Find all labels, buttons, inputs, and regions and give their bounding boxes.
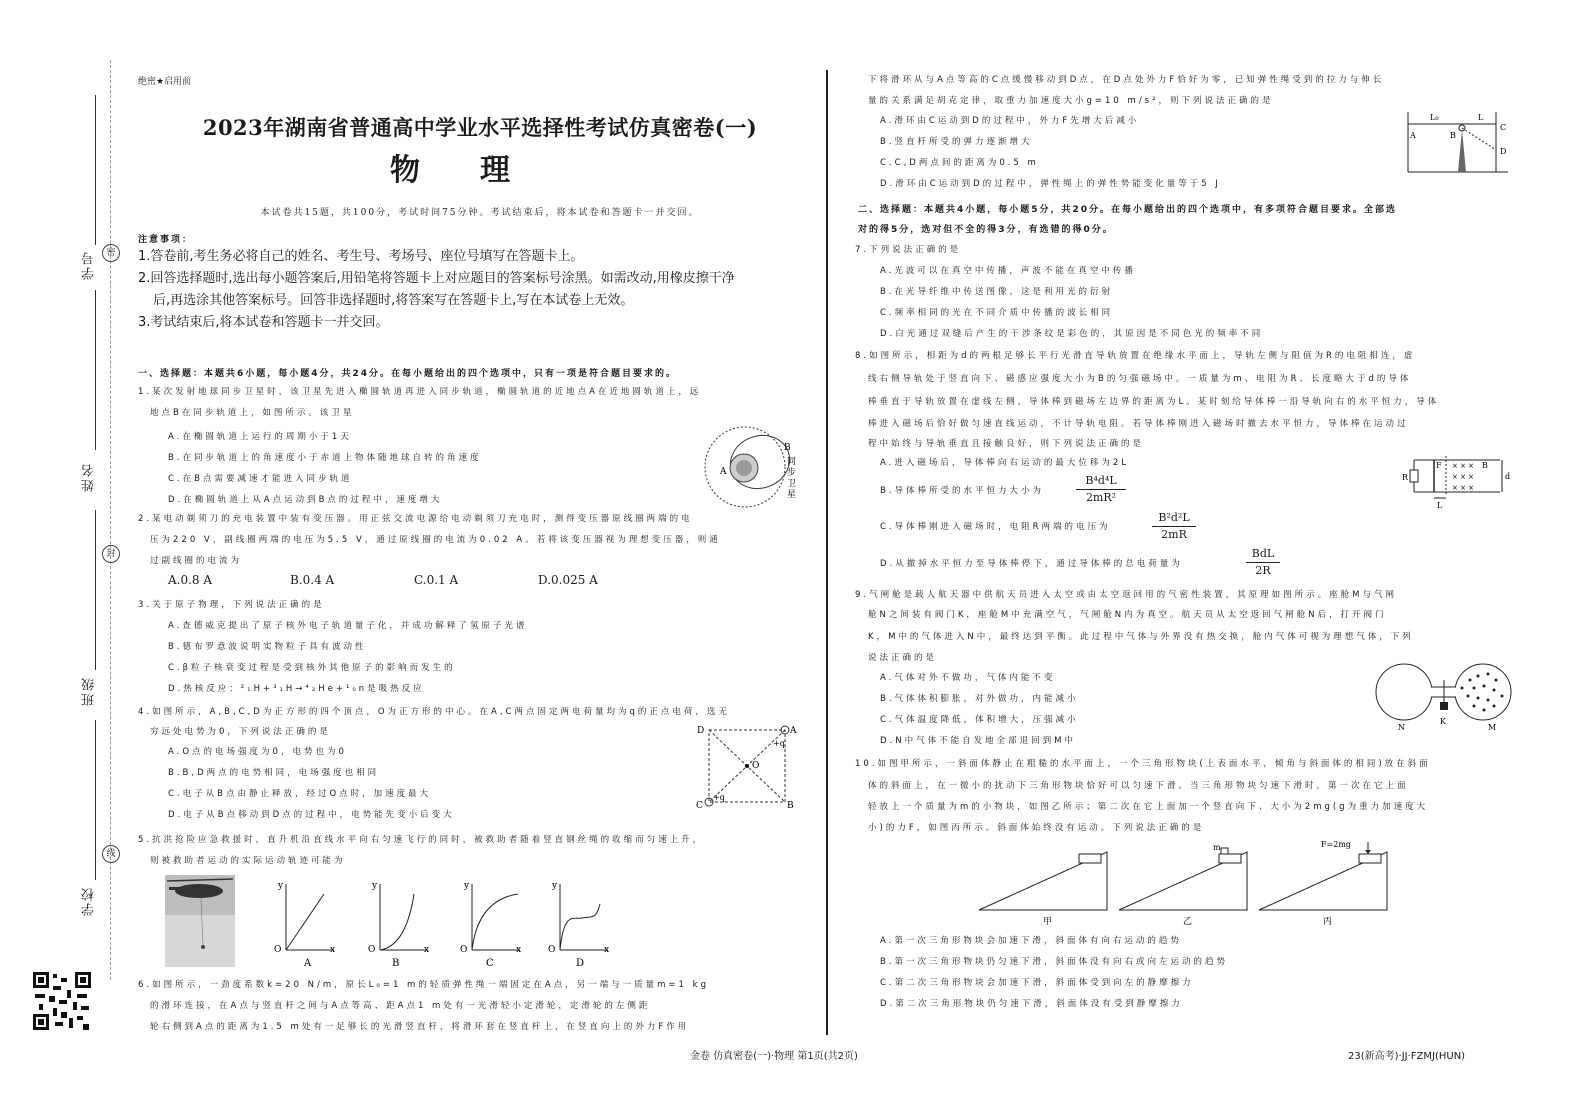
binding-circle: 线 [102,845,120,863]
formula-d-num: BdL [1251,547,1275,560]
motion-graph-options [272,880,612,968]
fraction-bar [1076,489,1126,490]
footer-page-info: 金卷 仿真密卷(一)·物理 第1页(共2页) [690,1051,858,1062]
label-xing: 星 [787,490,797,500]
question-text: 1.某次发射地球同步卫星时，该卫星先进入椭圆轨道再进入同步轨道，椭圆轨道的近地点A在近地圆轨道上，远 [138,387,702,397]
svg-text:y: y [372,881,378,891]
rail-magnetic-figure [1400,452,1515,510]
option-c: C.导体棒刚进入磁场时，电阻R两端的电压为 [880,522,1111,532]
label-b: B [784,443,791,453]
option-b: B.德布罗意波说明实物粒子具有波动性 [168,642,367,652]
label-m: M [1488,723,1497,732]
svg-text:x: x [516,945,522,955]
label-d: d [1505,472,1511,481]
option-d: D.白光通过双缝后产生的干涉条纹是彩色的，其原因是不同色光的频率不同 [880,329,1264,339]
label-d: D [697,726,705,736]
question-text: 则被救助者运动的实际运动轨迹可能为 [150,856,346,866]
label-plus-q: +q [773,739,785,748]
svg-text:× × ×: × × × [1452,484,1475,492]
label-tong: 同 [787,457,797,467]
question-text: 舱N之间装有阀门K，座舱M中充满空气，气闸舱N内为真空。航天员从太空返回气闸舱N后，打开阀门 [868,610,1387,620]
graph-label-b: B [392,958,400,968]
option-d: D.N中气体不能自发地全部退回到M中 [880,736,1076,746]
label-l: L [1478,113,1484,122]
subject-title: 物理 [390,153,570,188]
notice-item: 1.答卷前,考生务必将自己的姓名、考生号、考场号、座位号填写在答题卡上。 [138,249,584,264]
incline-figures [975,836,1395,928]
question-text: 9.气闸舱是载人航天器中供航天员进入太空或由太空返回用的气密性装置，其原理如图所示。座舱M与气闸 [855,590,1397,600]
question-text: 8.如图所示，相距为d的两根足够长平行光滑直导轨放置在绝缘水平面上，导轨左侧与阻值为R的电阻相连，虚 [855,351,1416,361]
binding-circle: 密 [102,244,120,262]
binding-line [95,95,96,245]
formula-b-den: 2mR² [1085,491,1117,504]
notice-title: 注意事项： [138,235,194,245]
option-c: C.电子从B点由静止释放，经过O点时，加速度最大 [168,789,432,799]
question-text: 穷远处电势为0，下列说法正确的是 [150,727,331,737]
binding-dashed-line [110,60,111,980]
question-text: K，M中的气体进入N中，最终达到平衡。此过程中气体与外界没有热交换，舱内气体可视为理想气体，下列 [868,632,1414,642]
svg-text:× × ×: × × × [1452,473,1475,481]
airlock-figure [1370,660,1515,735]
option-a: A.滑环由C运动到D的过程中，外力F先增大后减小 [880,116,1140,126]
label-f: F [1436,461,1442,470]
option-c: C.0.1 A [414,573,459,587]
secret-label: 绝密★启用前 [138,77,192,87]
svg-text:甲: 甲 [1043,917,1053,927]
formula-c-num: B²d²L [1158,511,1190,524]
option-a: A.进入磁场后，导体棒向右运动的最大位移为2L [880,458,1130,468]
option-c: C.气体温度降低，体积增大，压强减小 [880,715,1079,725]
binding-line [95,510,96,670]
question-text: 2.某电动剃须刀的充电装置中装有变压器。用正弦交流电源给电动剃须刀充电时，测得变压器原线圈两端的电 [138,514,693,524]
notice-item: 3.考试结束后,将本试卷和答题卡一并交回。 [138,315,389,330]
question-text: 说法正确的是 [868,653,938,663]
label-wei: 卫 [787,479,797,489]
question-text: 小)的力F，如图丙所示。斜面体始终没有运动。下列说法正确的是 [868,823,1205,833]
label-r: R [1402,473,1409,482]
option-c: C.第二次三角形物块会加速下滑，斜面体受到向左的静摩擦力 [880,978,1194,988]
graph-c [460,881,521,968]
graph-label-c: C [486,958,494,968]
option-d: D.电子从B点移动到D点的过程中，电势能先变小后变大 [168,810,455,820]
formula-d-den: 2R [1255,564,1271,577]
fraction-bar [1246,562,1280,563]
svg-text:x: x [424,945,430,955]
footer-code: 23(新高考)·JJ·FZMJ(HUN) [1348,1051,1466,1062]
graph-d [548,881,609,968]
graph-label-d: D [576,958,585,968]
question-text: 的滑环连接，在A点与竖直杆之间与A点等高、距A点1 m处有一光滑轻小定滑轮，定滑轮的左侧距 [150,1001,651,1011]
fraction-bar [1152,526,1196,527]
incline-jia [979,852,1107,927]
svg-text:O: O [368,945,376,955]
label-c: C [696,801,703,811]
elastic-rope-figure [1400,108,1515,180]
exam-info: 本试卷共15题，共100分，考试时间75分钟。考试结束后，将本试卷和答题卡一并交回。 [260,208,700,218]
option-b: B.B,D两点的电势相同，电场强度也相同 [168,768,380,778]
binding-label-class: 班级 [82,676,97,706]
notice-item: 2.回答选择题时,选出每小题答案后,用铅笔将答题卡上对应题目的答案标号涂黑。如需改动,用橡皮擦干净 [138,271,735,286]
option-b: B.0.4 A [290,573,335,587]
question-text: 4.如图所示，A,B,C,D为正方形的四个顶点，O为正方形的中心。在A,C两点固定两电荷量均为q的正点电荷，选无 [138,707,730,717]
formula-b-num: B⁴d⁴L [1085,474,1117,487]
graph-label-a: A [304,958,312,968]
qr-code-icon [33,972,91,1030]
label-b: B [787,801,794,811]
binding-line [95,290,96,450]
question-text: 7.下列说法正确的是 [855,245,962,255]
label-bu: 步 [787,468,797,478]
label-a: A [790,726,797,736]
question-text: 3.关于原子物理，下列说法正确的是 [138,600,325,610]
label-l: L [1437,501,1443,510]
incline-bing [1259,840,1387,927]
svg-text:O: O [548,945,556,955]
label-b: B [1450,131,1456,140]
question-text: 体的斜面上，在一微小的扰动下三角形物块恰好可以匀速下滑。当三角形物块匀速下滑时，第一次在它上面 [868,781,1409,791]
question-text: 5.抗洪抢险应急救援时，直升机沿直线水平向右匀速飞行的同时，被救助者随着竖直钢丝绳的收缩而匀速上升， [138,835,705,845]
option-c: C.C,D两点间的距离为0.5 m [880,158,1039,168]
binding-label-name: 姓名 [82,462,97,492]
question-text: 棒进入磁场后恰好做匀速直线运动，不计导轨电阻。若导体棒刚进入磁场时撤去水平恒力，导体棒在运动过 [868,419,1409,429]
question-text: 程中始终与导轨垂直且接触良好，则下列说法正确的是 [868,439,1145,449]
svg-text:O: O [274,945,282,955]
option-d: D.热核反应：²₁H+³₁H→⁴₂He+¹₀n是吸热反应 [168,684,425,694]
orbit-figure [700,422,810,512]
helicopter-photo [165,875,235,967]
svg-text:y: y [464,881,470,891]
svg-text:y: y [552,881,558,891]
label-a: A [1410,131,1416,140]
question-text: 线右侧导轨处于竖直向下、磁感应强度大小为B的匀强磁场中。一质量为m、电阻为R、长度略大于d的导体 [868,374,1412,384]
label-n: N [1398,723,1405,732]
notice-item: 后,再选涂其他答案标号。回答非选择题时,将答案写在答题卡上,写在本试卷上无效。 [153,293,634,308]
label-m: m [1213,843,1221,852]
binding-line [95,720,96,880]
option-b: B.在同步轨道上的角速度小于赤道上物体随地球自转的角速度 [168,453,482,463]
binding-circle: 封 [102,545,120,563]
svg-text:O: O [460,945,468,955]
svg-text:× × ×: × × × [1452,462,1475,470]
square-charge-figure [695,720,800,815]
option-b: B.导体棒所受的水平恒力大小为 [880,486,1045,496]
formula-c-den: 2mR [1161,528,1187,541]
label-b: B [1482,461,1488,470]
option-c: C.β粒子核衰变过程是受到核外其他原子的影响而发生的 [168,663,456,673]
section-heading: 二、选择题：本题共4小题，每小题5分，共20分。在每小题给出的四个选项中，有多项符合题目要求。全部选 [858,205,1398,215]
incline-yi [1119,843,1247,927]
option-c: C.在B点需要减速才能进入同步轨道 [168,474,353,484]
label-l0: L₀ [1430,113,1439,122]
question-text: 轻放上一个质量为m的小物块，如图乙所示；第二次在它上面加一个竖直向下、大小为2mg(g为重力加速度大 [868,802,1429,812]
option-a: A.第一次三角形物块会加速下滑，斜面体有向右运动的趋势 [880,936,1182,946]
label-a: A [720,467,727,477]
question-text: 6.如图所示，一劲度系数k=20 N/m，原长L₀=1 m的轻质弹性绳一端固定在A点，另一端与一质量m=1 kg [138,980,709,990]
question-text: 压为220 V，副线圈两端的电压为5.5 V，通过原线圈的电流为0.02 A。若将该变压器视为理想变压器，则通 [150,535,721,545]
label-d: D [1500,147,1507,156]
graph-a [274,881,335,968]
option-d: D.滑环由C运动到D的过程中，弹性绳上的弹性势能变化量等于5 J [880,179,1221,189]
label-plus-q: +q [713,793,725,802]
svg-text:乙: 乙 [1183,917,1193,927]
svg-text:x: x [604,945,610,955]
binding-label-school: 学校 [82,886,97,916]
option-b: B.气体体积膨胀，对外做功，内能减小 [880,694,1079,704]
option-b: B.第一次三角形物块仍匀速下滑，斜面体没有向右或向左运动的趋势 [880,957,1229,967]
option-b: B.在光导纤维中传送图像，这是利用光的衍射 [880,287,1114,297]
question-text: 量的关系满足胡克定律，取重力加速度大小g=10 m/s²，则下列说法正确的是 [868,96,1274,106]
page-title: 2023年湖南省普通高中学业水平选择性考试仿真密卷(一) [202,115,758,140]
option-d: D.0.025 A [538,573,598,587]
binding-label-student-id: 学号 [82,250,97,280]
option-c: C.频率相同的光在不同介质中传播的波长相同 [880,308,1114,318]
question-text: 下将滑环从与A点等高的C点缓慢移动到D点，在D点处外力F恰好为零，已知弹性绳受到的拉力与伸长 [868,75,1385,85]
question-text: 棒垂直于导轨放置在虚线左侧，导体棒到磁场左边界的距离为L。某时刻给导体棒一沿导轨向右的水平恒力，导体 [868,397,1440,407]
svg-text:丙: 丙 [1323,917,1333,927]
column-divider [826,70,828,1035]
option-d: D.在椭圆轨道上从A点运动到B点的过程中，速度增大 [168,495,443,505]
option-d: D.第二次三角形物块仍匀速下滑，斜面体没有受到静摩擦力 [880,999,1183,1009]
graph-b [368,881,429,968]
option-a: A.在椭圆轨道上运行的周期小于1天 [168,432,352,442]
option-a: A.O点的电场强度为0，电势也为0 [168,747,347,757]
question-text: 过副线圈的电流为 [150,556,243,566]
label-k: K [1440,717,1446,726]
label-o: O [752,761,760,771]
option-a: A.光波可以在真空中传播，声波不能在真空中传播 [880,266,1136,276]
option-a: A.查德威克提出了原子核外电子轨道量子化，并成功解释了氢原子光谱 [168,621,528,631]
label-force: F=2mg [1321,840,1352,849]
question-text: 地点B在同步轨道上，如图所示。该卫星 [150,408,355,418]
option-a: A.0.8 A [168,573,213,587]
question-text: 10.如图甲所示，一斜面体静止在粗糙的水平面上，一个三角形物块(上表面水平，倾角与斜面体的相同)放在斜面 [855,759,1431,769]
svg-text:x: x [330,945,336,955]
option-a: A.气体对外不做功，气体内能不变 [880,673,1056,683]
svg-text:y: y [278,881,284,891]
option-b: B.竖直杆所受的弹力逐渐增大 [880,137,1033,147]
question-text: 轮右侧到A点的距离为1.5 m处有一足够长的光滑竖直杆，将滑环套在竖直杆上，在竖直向上的外力F作用 [150,1022,690,1032]
option-d: D.从撤掉水平恒力至导体棒停下，通过导体棒的总电荷量为 [880,559,1183,569]
section-heading: 对的得5分，选对但不全的得3分，有选错的得0分。 [858,225,1114,235]
section-heading: 一、选择题：本题共6小题，每小题4分，共24分。在每小题给出的四个选项中，只有一项是符合题目要求的。 [138,369,678,379]
label-c: C [1500,123,1507,132]
